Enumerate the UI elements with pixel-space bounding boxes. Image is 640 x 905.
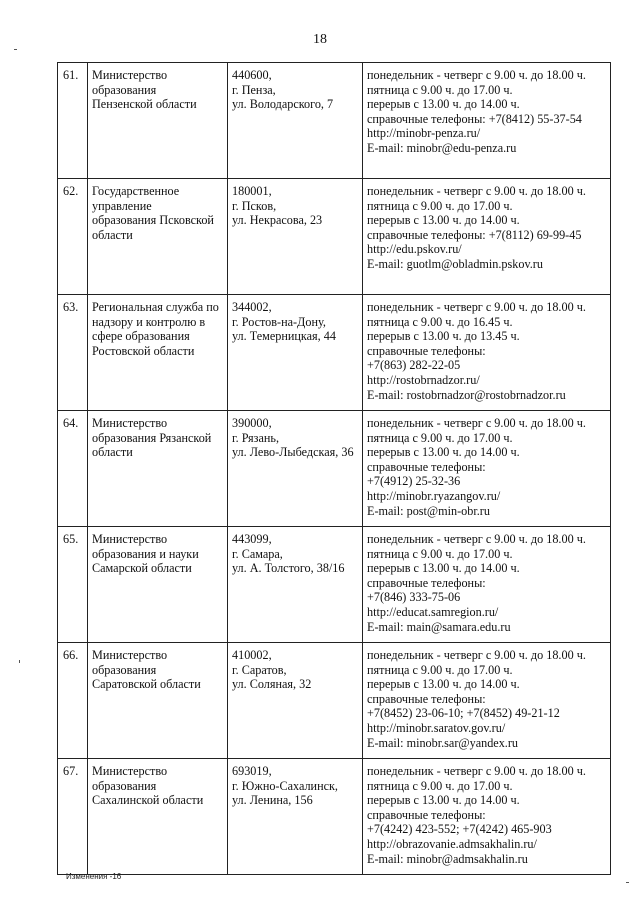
organization-name-line: Пензенской области	[92, 97, 197, 112]
contact-info-line: перерыв с 13.00 ч. до 14.00 ч.	[367, 445, 520, 460]
contact-info	[363, 295, 611, 411]
contact-info	[363, 759, 611, 875]
scan-speck	[626, 882, 629, 883]
contact-info-line: пятница с 9.00 ч. до 16.45 ч.	[367, 314, 513, 329]
organization-name-line: образования	[92, 778, 157, 793]
organization-name-line: Министерство	[92, 532, 168, 546]
contact-info-line: справочные телефоны:	[367, 343, 486, 358]
contact-info	[363, 527, 611, 643]
table-row	[58, 411, 611, 527]
contact-info	[363, 643, 611, 759]
address-line: г. Самара,	[232, 546, 283, 561]
row-number: 62.	[58, 179, 88, 295]
contact-info-line: E-mail: rostobrnadzor@rostobrnadzor.ru	[367, 387, 566, 402]
contact-info-line: перерыв с 13.00 ч. до 14.00 ч.	[367, 561, 520, 576]
contact-info-line: перерыв с 13.00 ч. до 14.00 ч.	[367, 793, 520, 808]
contact-info-line: E-mail: minobr@edu-penza.ru	[367, 140, 517, 155]
footer-note: Изменения -16	[66, 872, 122, 881]
contact-info-line: E-mail: post@min-obr.ru	[367, 503, 490, 518]
organization-name-line: Министерство	[92, 68, 168, 82]
page-number: 18	[313, 32, 327, 47]
organization-name-line: области	[92, 445, 133, 460]
contact-info-line: +7(4912) 25-32-36	[367, 474, 461, 489]
contact-info	[363, 411, 611, 527]
organization-name-line: сфере образования	[92, 329, 190, 344]
organization-name	[88, 63, 228, 179]
scan-speck	[14, 49, 17, 50]
table-row	[58, 295, 611, 411]
organization-name-line: образования	[92, 662, 157, 677]
row-number: 66.	[58, 643, 88, 759]
table-row	[58, 63, 611, 179]
organization-address	[228, 527, 363, 643]
table-body	[58, 63, 611, 875]
contact-info-line: пятница с 9.00 ч. до 17.00 ч.	[367, 778, 513, 793]
contact-info-line: http://minobr.ryazangov.ru/	[367, 488, 501, 503]
contact-info-line: http://obrazovanie.admsakhalin.ru/	[367, 836, 537, 851]
organization-name-line: образования	[92, 82, 157, 97]
organization-name-line: Министерство	[92, 764, 168, 778]
address-line: ул. Соляная, 32	[232, 677, 312, 692]
organization-name	[88, 643, 228, 759]
contact-info-line: справочные телефоны: +7(8112) 69-99-45	[367, 227, 582, 242]
contact-info-line: http://educat.samregion.ru/	[367, 604, 499, 619]
organization-name-line: Самарской области	[92, 561, 192, 576]
address-line: г. Ростов-на-Дону,	[232, 314, 326, 329]
contact-info-line: справочные телефоны:	[367, 575, 486, 590]
address-line: ул. Ленина, 156	[232, 793, 313, 808]
row-number: 63.	[58, 295, 88, 411]
contact-info-line: понедельник - четверг с 9.00 ч. до 18.00 ч.	[367, 68, 586, 82]
contact-info-line: понедельник - четверг с 9.00 ч. до 18.00 ч.	[367, 764, 586, 778]
row-number: 67.	[58, 759, 88, 875]
table-row	[58, 759, 611, 875]
contact-info-line: справочные телефоны:	[367, 459, 486, 474]
organization-name-line: Министерство	[92, 648, 168, 662]
organization-name-line: образования и науки	[92, 546, 199, 561]
address-line: ул. А. Толстого, 38/16	[232, 561, 345, 576]
contact-info-line: перерыв с 13.00 ч. до 14.00 ч.	[367, 97, 520, 112]
contact-info-line: пятница с 9.00 ч. до 17.00 ч.	[367, 198, 513, 213]
contact-info-line: понедельник - четверг с 9.00 ч. до 18.00 ч.	[367, 300, 586, 314]
registry-table	[57, 62, 611, 875]
organization-name-line: образования Псковской	[92, 213, 214, 228]
contact-info	[363, 179, 611, 295]
table-row	[58, 179, 611, 295]
address-line: ул. Лево-Лыбедская, 36	[232, 445, 354, 460]
contact-info-line: пятница с 9.00 ч. до 17.00 ч.	[367, 662, 513, 677]
address-line: 180001,	[232, 184, 272, 198]
contact-info-line: понедельник - четверг с 9.00 ч. до 18.00 ч.	[367, 184, 586, 198]
contact-info-line: понедельник - четверг с 9.00 ч. до 18.00 ч.	[367, 416, 586, 430]
table-row	[58, 527, 611, 643]
contact-info-line: перерыв с 13.00 ч. до 14.00 ч.	[367, 677, 520, 692]
contact-info-line: +7(846) 333-75-06	[367, 590, 461, 605]
contact-info-line: пятница с 9.00 ч. до 17.00 ч.	[367, 546, 513, 561]
table-row	[58, 643, 611, 759]
contact-info-line: понедельник - четверг с 9.00 ч. до 18.00 ч.	[367, 648, 586, 662]
organization-name-line: надзору и контролю в	[92, 314, 206, 329]
address-line: 443099,	[232, 532, 272, 546]
contact-info-line: +7(4242) 423-552; +7(4242) 465-903	[367, 822, 552, 837]
organization-address	[228, 759, 363, 875]
contact-info-line: справочные телефоны:	[367, 807, 486, 822]
row-number: 64.	[58, 411, 88, 527]
organization-name	[88, 295, 228, 411]
contact-info-line: +7(863) 282-22-05	[367, 358, 461, 373]
organization-name	[88, 411, 228, 527]
organization-name-line: Саратовской области	[92, 677, 201, 692]
contact-info-line: понедельник - четверг с 9.00 ч. до 18.00 ч.	[367, 532, 586, 546]
address-line: г. Рязань,	[232, 430, 279, 445]
contact-info-line: E-mail: minobr.sar@yandex.ru	[367, 735, 519, 750]
address-line: г. Пенза,	[232, 82, 276, 97]
contact-info-line: справочные телефоны: +7(8412) 55-37-54	[367, 111, 582, 126]
organization-name-line: управление	[92, 198, 152, 213]
organization-address	[228, 643, 363, 759]
organization-name	[88, 527, 228, 643]
organization-name-line: области	[92, 227, 133, 242]
row-number: 61.	[58, 63, 88, 179]
contact-info-line: http://minobr.saratov.gov.ru/	[367, 720, 506, 735]
contact-info-line: перерыв с 13.00 ч. до 13.45 ч.	[367, 329, 520, 344]
organization-name-line: Сахалинской области	[92, 793, 204, 808]
contact-info	[363, 63, 611, 179]
contact-info-line: E-mail: main@samara.edu.ru	[367, 619, 511, 634]
organization-name-line: образования Рязанской	[92, 430, 212, 445]
contact-info-line: http://minobr-penza.ru/	[367, 126, 481, 141]
organization-address	[228, 411, 363, 527]
organization-name-line: Ростовской области	[92, 343, 195, 358]
address-line: ул. Володарского, 7	[232, 97, 334, 112]
contact-info-line: +7(8452) 23-06-10; +7(8452) 49-21-12	[367, 706, 560, 721]
contact-info-line: пятница с 9.00 ч. до 17.00 ч.	[367, 430, 513, 445]
address-line: 693019,	[232, 764, 272, 778]
organization-name-line: Государственное	[92, 184, 180, 198]
address-line: г. Южно-Сахалинск,	[232, 778, 338, 793]
contact-info-line: справочные телефоны:	[367, 691, 486, 706]
organization-name	[88, 179, 228, 295]
organization-address	[228, 63, 363, 179]
organization-name-line: Министерство	[92, 416, 168, 430]
organization-name	[88, 759, 228, 875]
organization-address	[228, 295, 363, 411]
contact-info-line: пятница с 9.00 ч. до 17.00 ч.	[367, 82, 513, 97]
contact-info-line: http://rostobrnadzor.ru/	[367, 372, 480, 387]
address-line: 410002,	[232, 648, 272, 662]
address-line: 440600,	[232, 68, 272, 82]
address-line: 390000,	[232, 416, 272, 430]
address-line: ул. Некрасова, 23	[232, 213, 323, 228]
contact-info-line: перерыв с 13.00 ч. до 14.00 ч.	[367, 213, 520, 228]
row-number: 65.	[58, 527, 88, 643]
address-line: 344002,	[232, 300, 272, 314]
scan-speck	[19, 660, 20, 663]
contact-info-line: E-mail: minobr@admsakhalin.ru	[367, 851, 528, 866]
address-line: г. Псков,	[232, 198, 277, 213]
organization-address	[228, 179, 363, 295]
organization-name-line: Региональная служба по	[92, 300, 219, 314]
address-line: ул. Темерницкая, 44	[232, 329, 336, 344]
address-line: г. Саратов,	[232, 662, 287, 677]
contact-info-line: http://edu.pskov.ru/	[367, 242, 462, 257]
contact-info-line: E-mail: guotlm@obladmin.pskov.ru	[367, 256, 543, 271]
